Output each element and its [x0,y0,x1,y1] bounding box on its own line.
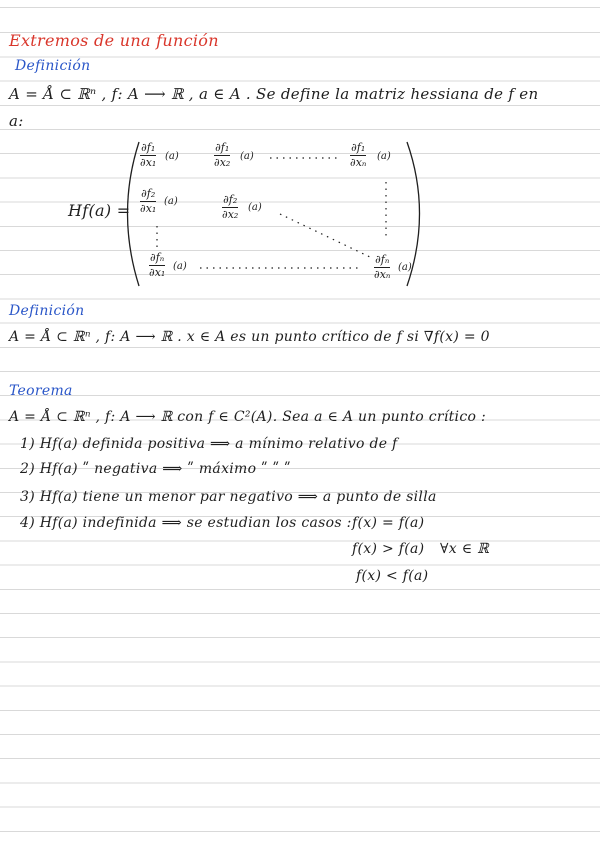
case-equal: f(x) = f(a) [352,515,425,531]
entry-r1c1 [140,142,156,169]
entry-r2c1-arg: (a) [164,196,178,207]
theorem-item-1: 1) Hf(a) definida positiva ⟹ a mínimo relativo de f [20,436,398,452]
entry-r2c1-num: ∂f₂ [141,187,156,200]
theorem-item-3: 3) Hf(a) tiene un menor par negativo ⟹ a punto de silla [20,489,437,505]
entry-r3c1-num: ∂fₙ [150,251,165,264]
page-title: Extremos de una función [9,31,219,50]
diagonal-ellipsis [280,214,372,258]
entry-r1c1-den: ∂x₁ [140,156,157,169]
theorem-heading: Teorema [9,383,73,399]
theorem-item-2: 2) Hf(a) ʺ negativa ⟹ ʺ máximo ʺ ʺ ʺ [20,461,291,477]
entry-r1c3-den: ∂xₙ [350,156,367,169]
entry-r3c3-num: ∂fₙ [375,253,390,266]
entry-r1c2 [214,142,230,169]
definition1-heading: Definición [15,58,91,74]
definition1-line2: a: [9,112,24,130]
entry-r3c1-arg: (a) [173,261,187,272]
definition1-line1: A = Å ⊂ ℝⁿ , f: A ⟶ ℝ , a ∈ A . Se define la matriz hessiana de f en [9,85,539,103]
definition2-line: A = Å ⊂ ℝⁿ , f: A ⟶ ℝ . x ∈ A es un punto crítico de f si ∇f(x) = 0 [9,329,490,345]
entry-r2c2-num: ∂f₂ [223,193,238,206]
theorem-statement: A = Å ⊂ ℝⁿ , f: A ⟶ ℝ con f ∈ C²(A). Sea a ∈ A un punto crítico : [9,409,486,425]
entry-r1c1-num: ∂f₁ [141,141,156,154]
definition2-heading: Definición [9,303,85,319]
entry-r2c2 [222,194,238,221]
entry-r1c1-arg: (a) [165,151,179,162]
entry-r2c2-arg: (a) [248,202,262,213]
hessian-label: Hf(a) = [68,201,131,220]
entry-r2c1 [140,188,156,215]
entry-r1c3 [350,142,366,169]
forall-clause: ∀x ∈ ℝ [440,541,490,557]
entry-r2c1-den: ∂x₁ [140,202,157,215]
theorem-item-4: 4) Hf(a) indefinida ⟹ se estudian los casos : [20,515,352,531]
entry-r3c1-den: ∂x₁ [149,266,166,279]
entry-r1c2-arg: (a) [240,151,254,162]
entry-r3c1 [149,252,165,279]
entry-r1c3-arg: (a) [377,151,391,162]
entry-r3c3 [374,254,390,281]
entry-r1c2-num: ∂f₁ [215,141,230,154]
entry-r3c3-den: ∂xₙ [374,268,391,281]
case-greater: f(x) > f(a) [352,541,425,557]
case-less: f(x) < f(a) [356,568,429,584]
entry-r2c2-den: ∂x₂ [222,208,239,221]
entry-r1c3-num: ∂f₁ [351,141,366,154]
entry-r3c3-arg: (a) [398,262,412,273]
entry-r1c2-den: ∂x₂ [214,156,231,169]
